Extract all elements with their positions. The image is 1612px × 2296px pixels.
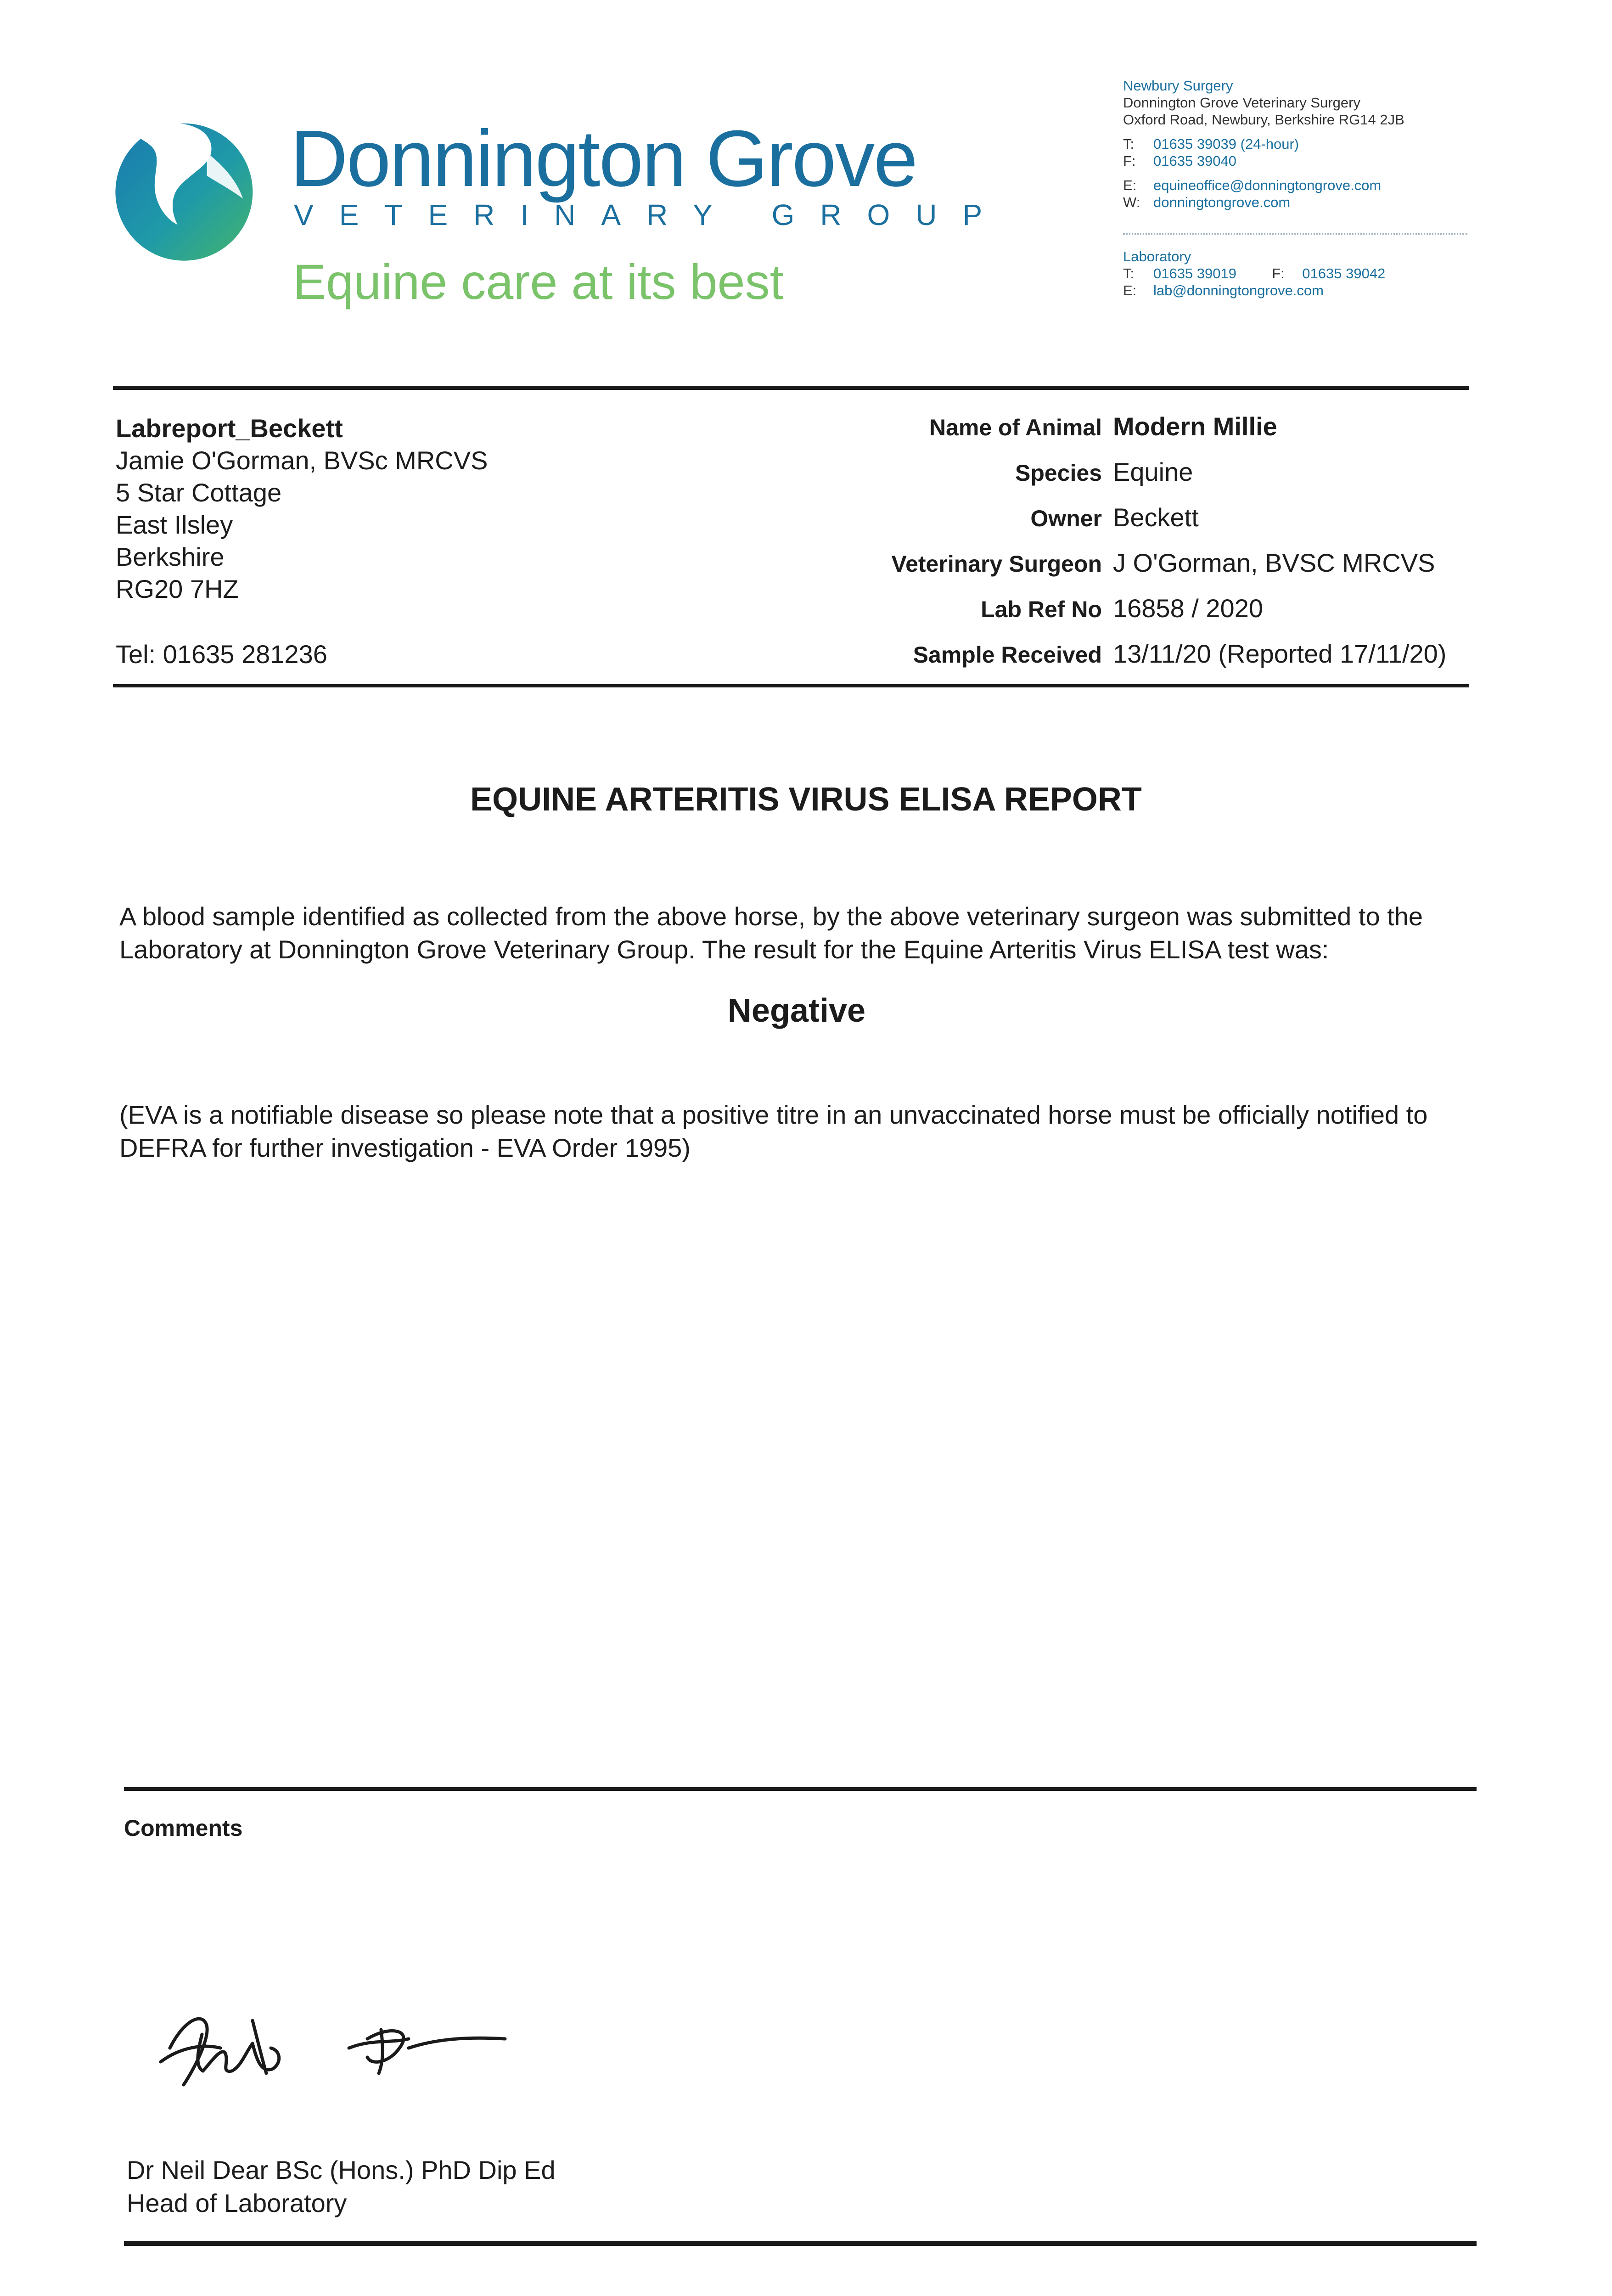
lab-ref-value: 16858 / 2020 (1113, 594, 1263, 623)
surgery-contact-block (1123, 77, 1404, 211)
owner-value: Beckett (1113, 503, 1199, 532)
lab-ref-label: Lab Ref No (981, 597, 1102, 622)
detail-row-species (744, 457, 1469, 502)
laboratory-contact-block (1123, 248, 1385, 299)
animal-name-label: Name of Animal (929, 415, 1102, 440)
report-title: EQUINE ARTERITIS VIRUS ELISA REPORT (470, 781, 1142, 818)
contact-divider (1123, 233, 1467, 235)
surgery-address-line-1: Donnington Grove Veterinary Surgery (1123, 95, 1360, 111)
laboratory-email-link[interactable]: lab@donningtongrove.com (1153, 282, 1324, 298)
detail-row-received (744, 639, 1469, 684)
surgery-email-link[interactable]: equineoffice@donningtongrove.com (1153, 177, 1382, 193)
sample-received-value: 13/11/20 (Reported 17/11/20) (1113, 639, 1447, 668)
laboratory-email-key: E: (1123, 282, 1137, 298)
surgery-tel-key: T: (1123, 136, 1135, 152)
recipient-line: Jamie O'Gorman, BVSc MRCVS (116, 446, 488, 475)
surgery-fax: 01635 39040 (1153, 153, 1237, 169)
detail-row-vet (744, 548, 1469, 593)
laboratory-fax-key: F: (1272, 265, 1285, 281)
detail-row-owner (744, 502, 1469, 548)
surgery-address-line-2: Oxford Road, Newbury, Berkshire RG14 2JB (1123, 112, 1404, 128)
surgery-fax-key: F: (1123, 153, 1136, 169)
laboratory-heading: Laboratory (1123, 248, 1191, 264)
details-rule (113, 684, 1469, 687)
surgery-web-key: W: (1123, 194, 1140, 210)
report-intro: A blood sample identified as collected from the above horse, by the above veterinary surgeon was submitted to the Laboratory at Donnington Grove Veterinary Group. The result for the Equine Arteritis Virus ELISA test was: (119, 902, 1423, 964)
laboratory-fax: 01635 39042 (1302, 265, 1386, 281)
brand-name: Donnington Grove (290, 113, 917, 203)
surgery-heading: Newbury Surgery (1123, 78, 1233, 94)
comments-rule (124, 1787, 1477, 1791)
recipient-line: RG20 7HZ (116, 574, 239, 603)
recipient-address-block (116, 412, 488, 605)
donnington-grove-logo-icon (106, 104, 269, 267)
detail-row-labref (744, 593, 1469, 639)
surgery-email-key: E: (1123, 177, 1137, 193)
owner-label: Owner (1030, 506, 1102, 531)
vet-surgeon-value: J O'Gorman, BVSC MRCVS (1113, 548, 1435, 577)
animal-name-value: Modern Millie (1113, 412, 1277, 441)
report-note: (EVA is a notifiable disease so please note that a positive titre in an unvaccinated horse must be officially notified to DEFRA for further investigation - EVA Order 1995) (119, 1100, 1428, 1162)
recipient-line: East Ilsley (116, 510, 233, 539)
recipient-line: Berkshire (116, 542, 225, 571)
surgery-web-link[interactable]: donningtongrove.com (1153, 194, 1291, 210)
brand-tagline: Equine care at its best (293, 254, 784, 310)
detail-row-animal (744, 411, 1469, 457)
signatory-block (127, 2154, 556, 2220)
footer-rule (124, 2241, 1477, 2246)
header-rule (113, 386, 1469, 390)
species-value: Equine (1113, 457, 1193, 486)
signatory-role: Head of Laboratory (127, 2189, 347, 2217)
comments-label: Comments (124, 1815, 243, 1841)
brand-subtitle: VETERINARY GROUP (294, 198, 1008, 231)
species-label: Species (1015, 460, 1102, 486)
signatory-name: Dr Neil Dear BSc (Hons.) PhD Dip Ed (127, 2155, 556, 2184)
handwritten-signature-icon (152, 1993, 546, 2099)
laboratory-tel-key: T: (1123, 265, 1135, 281)
surgery-tel: 01635 39039 (24-hour) (1153, 136, 1299, 152)
recipient-tel: Tel: 01635 281236 (116, 640, 327, 669)
laboratory-tel: 01635 39019 (1153, 265, 1237, 281)
recipient-line: 5 Star Cottage (116, 478, 282, 507)
test-result: Negative (727, 992, 866, 1029)
vet-surgeon-label: Veterinary Surgeon (891, 551, 1102, 577)
sample-received-label: Sample Received (913, 642, 1102, 668)
animal-details (744, 411, 1469, 684)
recipient-name: Labreport_Beckett (116, 414, 343, 443)
